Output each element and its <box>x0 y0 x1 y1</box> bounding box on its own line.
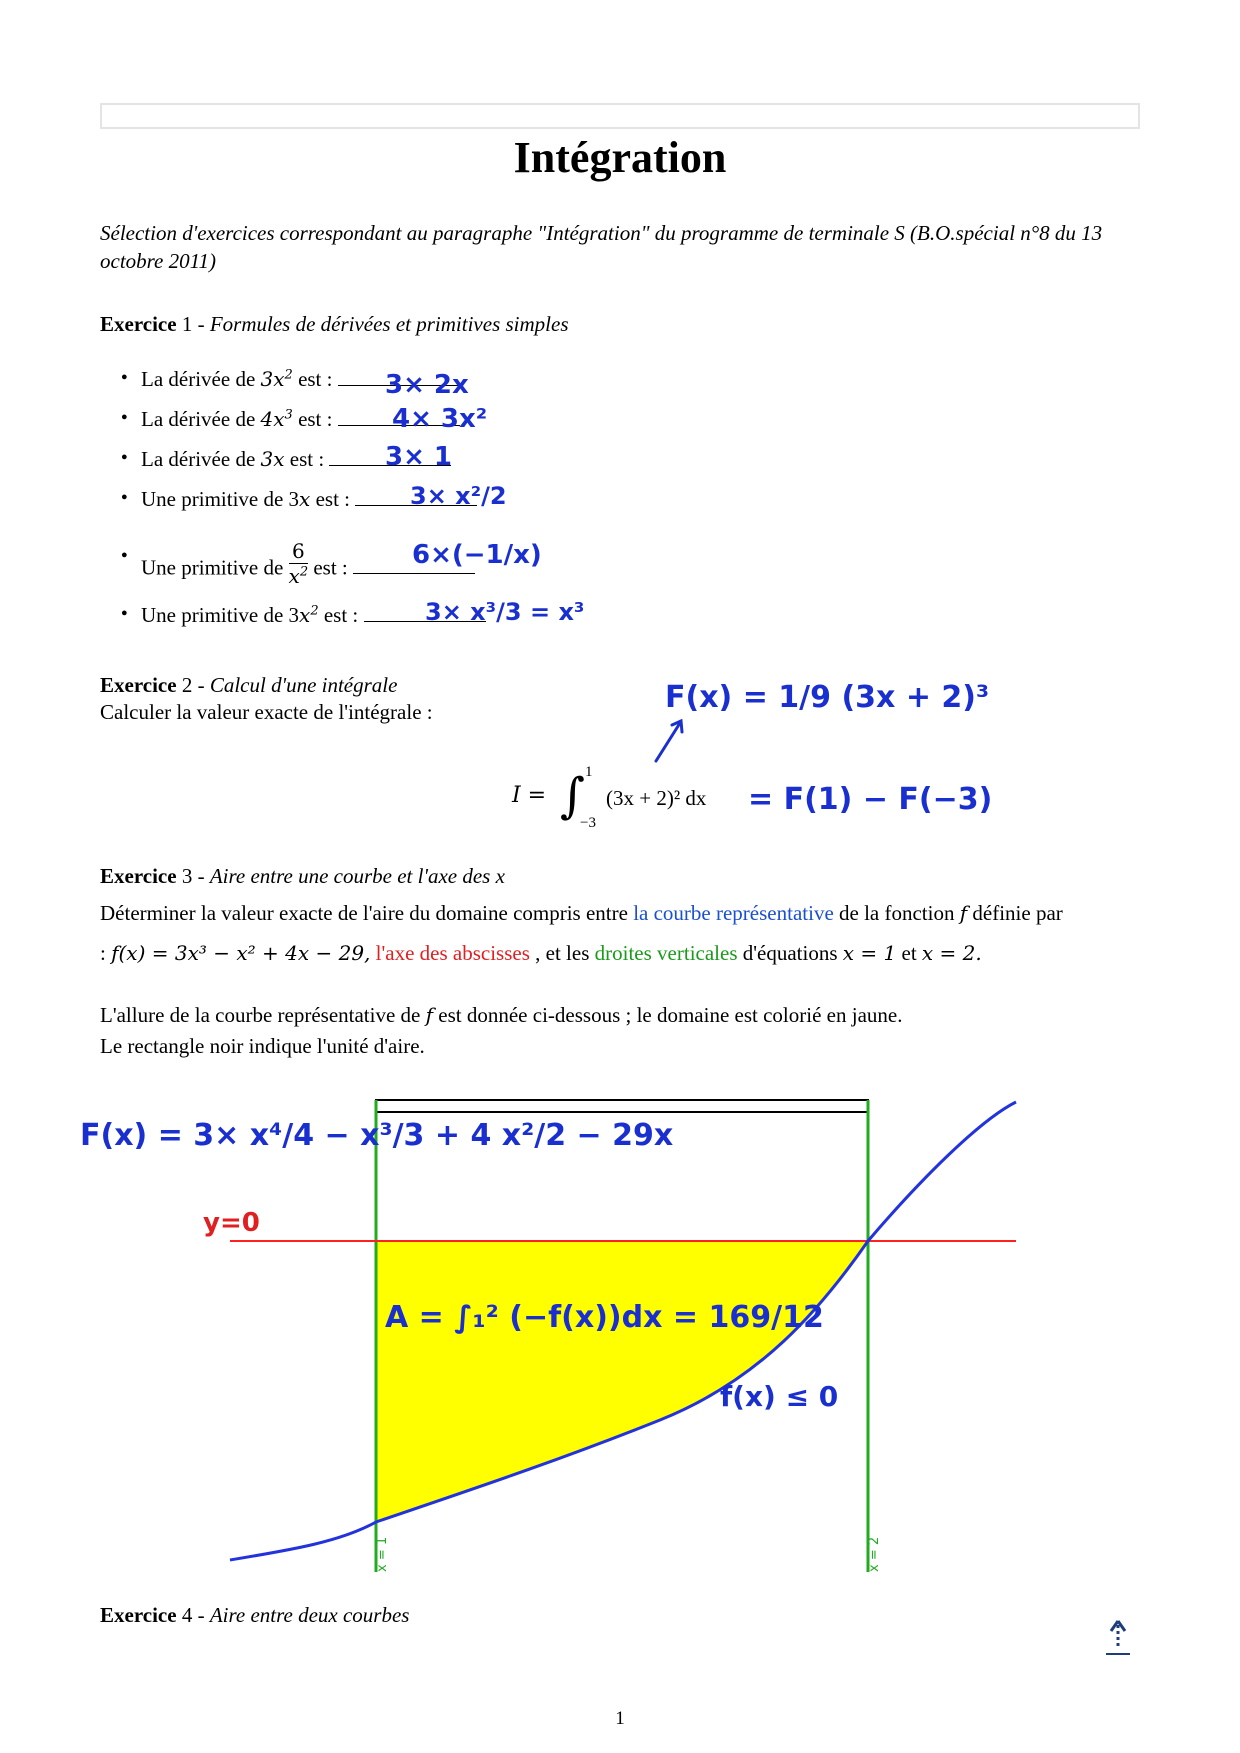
ex1-item-6: ● Une primitive de $3x^2$ est : <box>141 603 486 628</box>
ex3-hand-primitive: F(x) = 3× x⁴/4 − x³/3 + 4 x²/2 − 29x <box>80 1118 674 1153</box>
ex2-formula-lhs: I = <box>512 783 547 808</box>
ex3-hand-area: A = ∫₁² (−f(x))dx = 169/12 <box>385 1300 824 1335</box>
ex2-integrand: (3x + 2)² dx <box>606 786 707 810</box>
link-droites-verticales[interactable]: droites verticales <box>594 941 738 965</box>
label-x1: x = 1 <box>375 1536 390 1572</box>
ex1-item-2: ● La dérivée de $4x^3$ est : <box>141 407 460 432</box>
ex3-heading: Exercice 3 - Aire entre une courbe et l'axe des x <box>100 864 505 888</box>
ex2-hand-result: = F(1) − F(−3) <box>748 782 993 817</box>
ex2-upper-bound: 1 <box>585 764 593 780</box>
integral-sign: ∫ <box>560 768 586 824</box>
up-arrow-icon[interactable] <box>1103 1617 1133 1657</box>
ex4-heading: Exercice 4 - Aire entre deux courbes <box>100 1603 410 1627</box>
link-axe-abscisses[interactable]: l'axe des abscisses <box>375 941 530 965</box>
ex1-answer-5: 6×(−1/x) <box>412 540 542 570</box>
ex1-heading: Exercice 1 - Formules de dérivées et primitives simples <box>100 312 569 336</box>
ex1-answer-4: 3× x²/2 <box>410 482 507 510</box>
ex3-paragraph-2: : f(x) = 3x³ − x² + 4x − 29, l'axe des abscisses , et les droites verticales d'équations x = 1 et x = 2. <box>100 941 982 965</box>
label-x2: x = 2 <box>867 1536 882 1572</box>
intro-text: Sélection d'exercices correspondant au paragraphe "Intégration" du programme de terminale S (B.O.spécial n°8 du 13 octobre 2011) <box>100 221 1103 273</box>
ex2-hand-primitive: F(x) = 1/9 (3x + 2)³ <box>665 680 990 715</box>
ex3-paragraph-4: Le rectangle noir indique l'unité d'aire. <box>100 1034 425 1058</box>
top-frame <box>100 103 1140 129</box>
ex1-answer-2: 4× 3x² <box>392 404 488 434</box>
ex3-paragraph-1: Déterminer la valeur exacte de l'aire du domaine compris entre la courbe représentative de la fonction f définie par <box>100 901 1063 925</box>
ex2-instruction: Calculer la valeur exacte de l'intégrale : <box>100 700 433 724</box>
ex1-answer-1: 3× 2x <box>385 370 469 400</box>
ex3-hand-sign: f(x) ≤ 0 <box>720 1380 839 1413</box>
ex2-heading: Exercice 2 - Calcul d'une intégrale <box>100 673 398 697</box>
hand-arrow-icon <box>650 715 690 765</box>
ex3-hand-y0: y=0 <box>203 1208 260 1238</box>
ex1-item-5: ● Une primitive de $\frac{6}{x^2}$ est : <box>141 545 475 594</box>
link-courbe[interactable]: la courbe représentative <box>633 901 834 925</box>
ex1-answer-3: 3× 1 <box>385 442 453 472</box>
page-number: 1 <box>615 1708 625 1729</box>
page-title: Intégration <box>513 133 727 182</box>
ex1-item-1: ● La dérivée de $3x^2$ est : <box>141 367 460 392</box>
ex1-answer-6: 3× x³/3 = x³ <box>425 598 585 626</box>
ex3-paragraph-3: L'allure de la courbe représentative de f est donnée ci-dessous ; le domaine est colorié en jaune. <box>100 1003 903 1027</box>
ex1-item-4: ● Une primitive de 3x est : <box>141 487 477 512</box>
ex1-item-3: ● La dérivée de 3x est : <box>141 447 451 472</box>
unit-rectangle <box>376 1100 868 1112</box>
ex2-lower-bound: −3 <box>580 815 596 831</box>
